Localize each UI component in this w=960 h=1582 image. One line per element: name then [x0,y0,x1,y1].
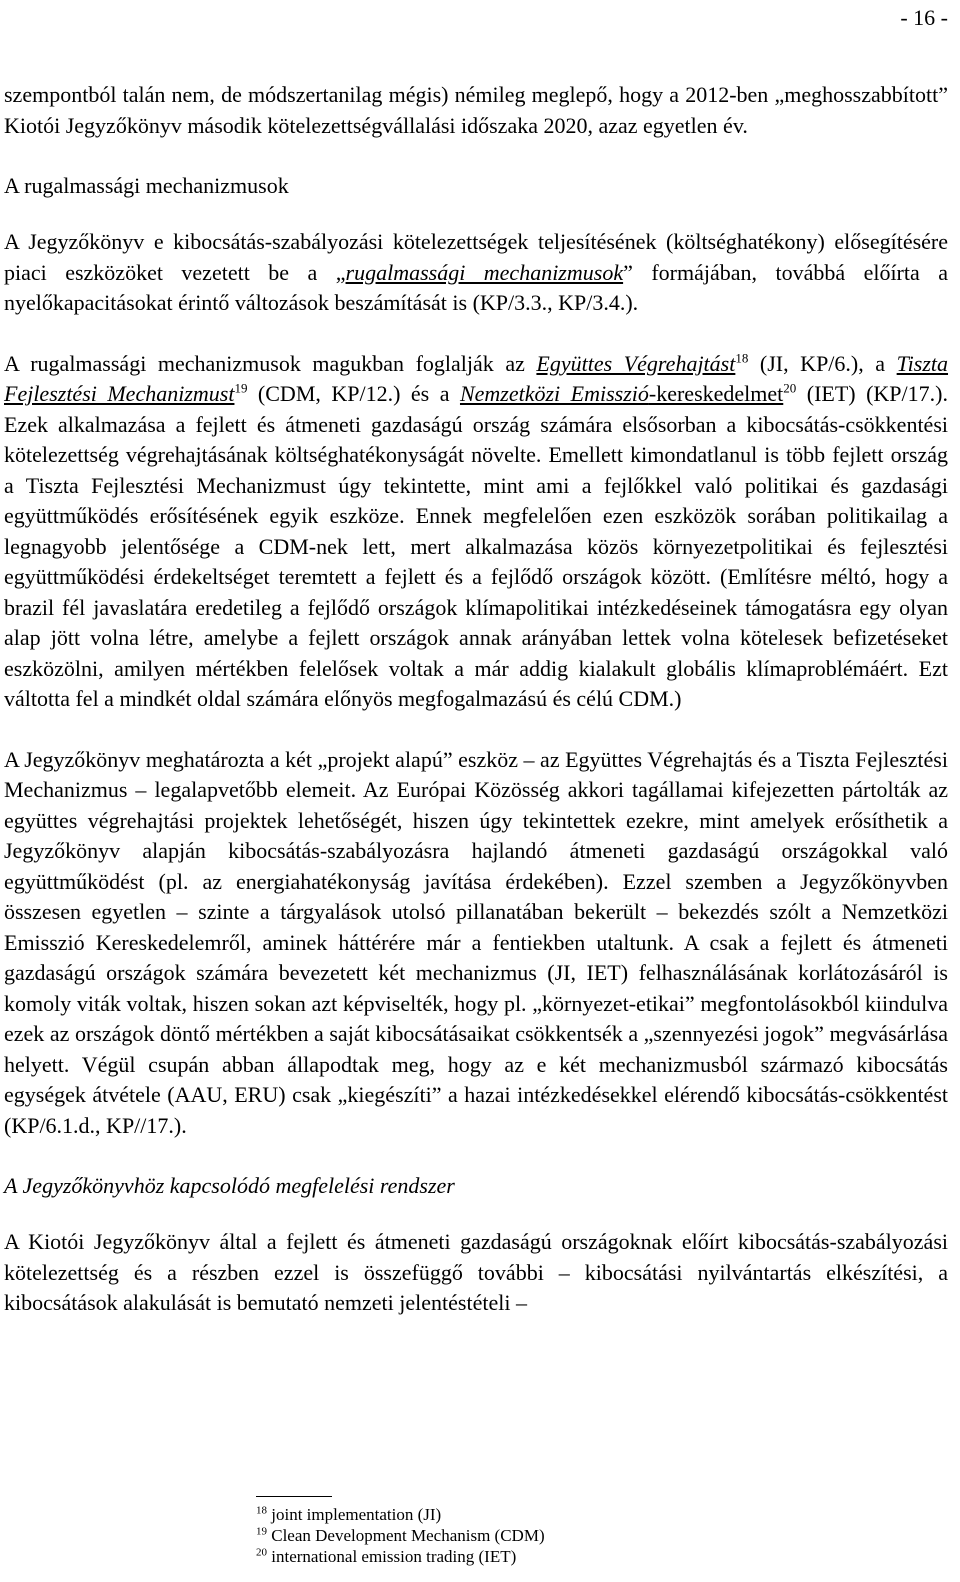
footnote-text: joint implementation (JI) [271,1505,442,1524]
footnote-number: 18 [256,1504,267,1517]
text-span: (CDM, KP/12.) és a [247,381,460,406]
footnote-item [256,1504,545,1525]
footnote-number: 19 [256,1525,267,1538]
paragraph-mechanisms-list [4,349,948,715]
text-span: A Jegyzőkönyv e kibocsátás-szabályozási kötelezettségek teljesítésének (költséghatékony) elősegítésére piaci eszközöket vezetett be a „ [4,229,948,285]
emphasis-flexibility-mechanisms: rugalmassági mechanizmusok [345,259,624,285]
section-heading-compliance-system: A Jegyzőkönyvhöz kapcsolódó megfelelési rendszer [4,1173,455,1198]
page-body [4,80,948,1319]
text-span: ” formájában, továbbá előírta a nyelőkapacitásokat érintő változások beszámítását is (KP/3.3., KP/3.4.). [4,259,948,315]
text-span: (JI, KP/6.), a [748,350,897,376]
term-clean-development-mechanism: Tiszta Fejlesztési Mechanizmust [4,350,949,406]
page-number: - 16 - [900,5,948,30]
footnote-item [256,1546,545,1567]
paragraph-compliance-intro: A Kiotói Jegyzőkönyv által a fejlett és átmeneti gazdaságú országoknak előírt kibocsátás-szabályozási kötelezettség és a részben ezzel is összefüggő további – kibocsátási nyilvántartás elkészítési, a kibocsátások alakulását is bemutató nemzeti jelentéstételi – [4,1229,948,1315]
term-trading: -kereskedelmet [648,381,784,406]
text-span: (IET) (KP/17.). Ezek alkalmazása a fejlett és átmeneti gazdaságú ország számára elsősorban a kibocsátás-csökkentési kötelezettség végrehajtásának költséghatékonyságát növelte. Emellett kimondatlanul is több fejlett ország a Tiszta Fejlesztési Mechanizmust úgy tekintette, mint ami a fejlőkkel való politikai és gazdasági együttműködés erősítésének egyik eszköze. Ennek megfelelően ezen eszközök sorában politikailag a legnagyobb jelentősége a CDM-nek lett, mert alkalmazása közös környezetpolitikai és fejlesztési együttműködési érdekeltséget teremtett a fejlett és a fejlődő országok között. (Említésre méltó, hogy a brazil fél javaslatára eredetileg a fejlődő országok klímapolitikai intézkedéseinek támogatásra egy olyan alap jött volna létre, amelybe a fejlett országok annak arányában lettek volna kötelesek befizetéseket eszközölni, amilyen mértékben felelősek voltak a már addig kialakult globális klímaproblémáért. Ezt váltotta fel a mindkét oldal számára előnyös megfogalmazású és célú CDM.) [4,381,948,711]
paragraph-project-based-tools: A Jegyzőkönyv meghatározta a két „projekt alapú” eszköz – az Együttes Végrehajtás és a Tiszta Fejlesztési Mechanizmus – legalapvetőbb elemeit. Az Európai Közösség akkori tagállamai kifejezetten pártolták az együttes végrehajtási projektek lehetőségét, hiszen úgy tekintettek ezekre, mint amelyek erősíthetik a Jegyzőkönyv alapján kibocsátás-szabályozásra hajlandó átmeneti gazdaságú országokkal való együttműködést (pl. az energiahatékonyság javítása érdekében). Ezzel szemben a Jegyzőkönyvben összesen egyetlen – szinte a tárgyalások utolsó pillanatában bekerült – bekezdés szólt a Nemzetközi Emisszió Kereskedelemről, aminek háttérére már a fentiekben utaltunk. A csak a fejlett és átmeneti gazdaságú országok számára bevezetett két mechanizmus (JI, IET) felhasználásának korlátozásáról is komoly viták voltak, hiszen sokan azt képviselték, hogy pl. „környezet-etikai” megfontolásokból kiindulva ezek az országok döntő mértékben a saját kibocsátásaikat csökkentsék a „szennyezési jogok” megvásárlása helyett. Végül csupán abban állapodtak meg, hogy az e két mechanizmusból származó kibocsátás egységek átvétele (AAU, ERU) csak „kiegészíti” a hazai intézkedésekkel elérendő kibocsátás-csökkentést (KP/6.1.d., KP//17.). [4,746,948,1138]
footnote-ref-19[interactable]: 19 [234,380,248,396]
footnotes [256,1504,545,1567]
footnote-number: 20 [256,1546,267,1559]
paragraph-continuation: szempontból talán nem, de módszertanilag mégis) némileg meglepő, hogy a 2012-ben „meghosszabbított” Kiotói Jegyzőkönyv második kötelezettségvállalási időszaka 2020, azaz egyetlen év. [4,82,948,138]
text-span: A rugalmassági mechanizmusok magukban foglalják az [4,350,537,376]
term-international-emission: Nemzetközi Emisszió [459,381,649,406]
section-heading-flexibility-mechanisms: A rugalmassági mechanizmusok [4,173,289,198]
footnote-ref-18[interactable]: 18 [735,350,749,366]
footnote-separator [256,1496,332,1497]
footnote-item [256,1525,545,1546]
paragraph-flexibility-intro [4,227,948,319]
footnote-ref-20[interactable]: 20 [783,380,797,396]
footnote-text: Clean Development Mechanism (CDM) [271,1526,545,1545]
term-joint-implementation: Együttes Végrehajtást [536,350,736,376]
footnote-text: international emission trading (IET) [271,1547,517,1566]
